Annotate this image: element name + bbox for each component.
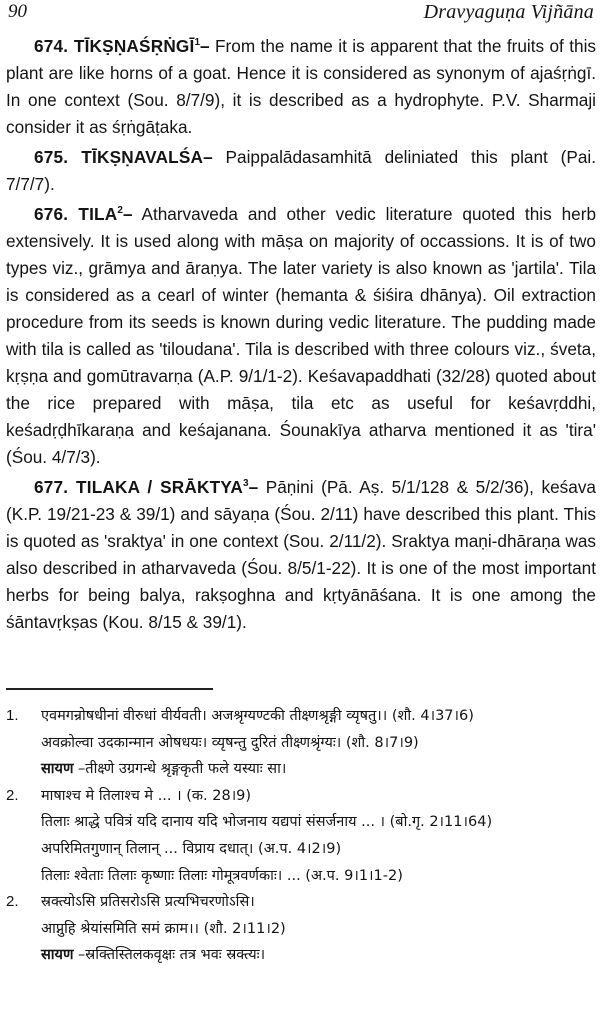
entry-text: Pāṇini (Pā. Aṣ. 5/1/128 & 5/2/36), keśava (K.P. 19/21-23 & 39/1) and sāyaṇa (Śou. 2/11) have described this plant. This is quoted as 'sraktya' in one context (Sou. 2/11/2). Sraktya maṇi-dhāraṇa was also described in atharvaveda (Śou. 8/5/1-22). It is one of the most important herbs for being balya, rakṣoghna and kṛtyānāśana. It is one among the śāntavṛkṣas (Kou. 8/15 & 39/1). bbox=[6, 477, 596, 632]
footnote-ref: 3 bbox=[243, 478, 249, 489]
footnote-text: –स्रक्तिस्तिलकवृक्षः तत्र भवः स्रक्त्यः। bbox=[73, 947, 266, 964]
footnote-line bbox=[6, 863, 596, 890]
footnote-line bbox=[6, 809, 596, 836]
page-number: 90 bbox=[8, 1, 27, 22]
footnote-line bbox=[6, 756, 596, 783]
footnote-text: अवक्रोल्वा उदकान्मान ओषधयः। व्यृषन्तु दुरितं तीक्ष्णश्रृंग्यः। (शौ. 8।7।9) bbox=[41, 734, 419, 751]
entry-heading: 676. TILA bbox=[34, 204, 118, 224]
footnote-text: स्रक्त्योऽसि प्रतिसरोऽसि प्रत्यभिचरणोऽसि। bbox=[41, 894, 255, 911]
footnote-text: अपरिमितगुणान् तिलान् ... विप्राय दधात्। (अ.प. 4।2।9) bbox=[41, 840, 342, 857]
footnote-line bbox=[6, 730, 596, 757]
footnote-ref: 1 bbox=[194, 37, 201, 48]
footnote-text: एवमगन्रोषधीनां वीरुधां वीर्यवती। अजश्रृग्यण्टकी तीक्ष्णश्रृङ्गी व्यृषतु।। (शौ. 4।37।6) bbox=[41, 708, 474, 724]
entry-674 bbox=[6, 33, 596, 141]
entry-text: Atharvaveda and other vedic literature quoted this herb extensively. It is used along with māṣa on majority of occassions. It is of two types viz., grāmya and āraṇya. The later variety is also known as 'jartila'. Tila is considered as a cearl of winter (hemanta & śiśira dhānya). Oil extraction procedure from its seeds is known during vedic literature. The pudding made with tila is called as 'tiloudana'. Tila is described with three colours viz., śveta, kṛṣṇa and gomūtravarṇa (A.P. 9/1/1-2). Keśavapaddhati (32/28) quoted about the rice prepared with māṣa, tila etc as useful for keśavṛddhi, keśadṛḍhīkaraṇa and keśajanana. Śounakīya atharva mentioned it as 'tira' (Śou. 4/7/3). bbox=[6, 204, 596, 467]
footnote-text: माषाश्च मे तिलाश्च मे ... । (क. 28।9) bbox=[41, 787, 252, 804]
running-title: Dravyaguṇa Vijñāna bbox=[423, 1, 594, 23]
entry-heading: 675. TĪKṢṆAVALŚA bbox=[34, 147, 204, 167]
footnote-line bbox=[6, 836, 596, 863]
entry-heading: 677. TILAKA / SRĀKTYA bbox=[34, 477, 244, 497]
footnote-line bbox=[6, 916, 596, 943]
page-header bbox=[0, 0, 600, 30]
entry-dash: – bbox=[203, 147, 213, 167]
footnote-line bbox=[6, 783, 596, 810]
footnote-text: तिलाः श्वेताः तिलाः कृष्णाः तिलाः गोमूत्रवर्णकाः। ... (अ.प. 9।1।1-2) bbox=[41, 867, 403, 884]
entry-dash: – bbox=[122, 204, 133, 224]
footnote-text: तिलाः श्राद्धे पवित्रं यदि दानाय यदि भोजनाय यद्यपां संसर्जनाय ... । (बो.गृ. 2।11।64) bbox=[41, 814, 493, 831]
footnote-text: –तीक्ष्णे उग्रगन्धे श्रृङ्गकृती फले यस्याः सा। bbox=[73, 761, 287, 778]
commentator-label: सायण bbox=[41, 761, 74, 778]
footnote-number: 2. bbox=[6, 786, 19, 804]
entry-heading: 674. TĪKṢṆAŚṚṄGĪ bbox=[34, 36, 195, 56]
entry-dash: – bbox=[200, 36, 210, 56]
commentator-label: सायण bbox=[41, 947, 74, 964]
footnote-divider bbox=[6, 688, 213, 690]
footnote-number: 1. bbox=[6, 707, 19, 724]
footnotes bbox=[6, 703, 596, 969]
entry-675 bbox=[6, 144, 596, 198]
footnote-line bbox=[6, 889, 596, 916]
footnote-number: 2. bbox=[6, 893, 19, 911]
entry-text: From the name it is apparent that the fruits of this plant are like horns of a goat. Hence it is considered as synonym of ajaśṛṅgī. In one context (Sou. 8/7/9), it is described as a hydrophyte. P.V. Sharmaji consider it as śṛṅgāṭaka. bbox=[6, 36, 596, 137]
entry-676 bbox=[6, 201, 596, 471]
footnote-text: आप्नुहि श्रेयांसमिति समं क्राम।। (शौ. 2।11।2) bbox=[41, 920, 286, 937]
footnote-line bbox=[6, 703, 596, 730]
entries bbox=[6, 33, 596, 639]
footnote-ref: 2 bbox=[117, 205, 123, 216]
footnote-line bbox=[6, 942, 596, 969]
entry-dash: – bbox=[248, 477, 259, 497]
entry-text: Paippalādasamhitā deliniated this plant (Pai. 7/7/7). bbox=[6, 147, 596, 194]
entry-677 bbox=[6, 474, 596, 636]
